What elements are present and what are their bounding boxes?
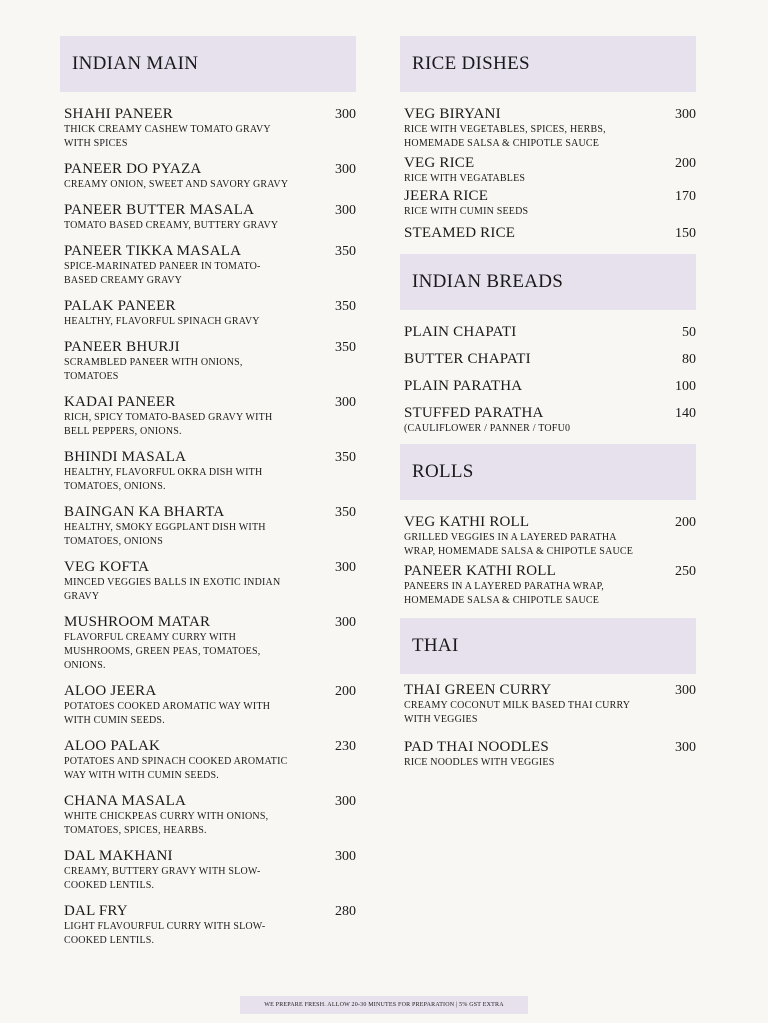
menu-item <box>60 161 356 192</box>
menu-item-name: BHINDI MASALA <box>64 449 187 465</box>
rice-dishes-list <box>400 106 696 242</box>
menu-item-price: 300 <box>335 794 356 809</box>
rolls-list <box>400 514 696 608</box>
menu-item-name: PANEER TIKKA MASALA <box>64 243 242 259</box>
menu-item <box>60 202 356 233</box>
menu-item-description: HEALTHY, FLAVORFUL OKRA DISH WITH TOMATOES, ONIONS. <box>64 467 263 492</box>
section-header-rice-dishes: RICE DISHES <box>400 36 696 92</box>
menu-item-name: JEERA RICE <box>404 188 489 204</box>
menu-item-description: CREAMY, BUTTERY GRAVY WITH SLOW-COOKED LENTILS. <box>64 866 261 891</box>
menu-item-price: 140 <box>675 406 696 421</box>
menu-item-description: WHITE CHICKPEAS CURRY WITH ONIONS, TOMATOES, SPICES, HEARBS. <box>64 811 269 836</box>
menu-item-price: 300 <box>335 395 356 410</box>
menu-item <box>400 106 696 151</box>
menu-item-price: 300 <box>335 615 356 630</box>
menu-item <box>400 739 696 770</box>
menu-item <box>400 514 696 559</box>
menu-item-price: 250 <box>675 564 696 579</box>
menu-item <box>60 449 356 494</box>
menu-item <box>400 155 696 186</box>
menu-item-name: VEG BIRYANI <box>404 106 501 122</box>
menu-item-price: 300 <box>335 107 356 122</box>
menu-item-price: 200 <box>335 684 356 699</box>
menu-item <box>400 324 696 341</box>
column-left <box>60 36 356 958</box>
footer-note: WE PREPARE FRESH. ALLOW 20-30 MINUTES FOR PREPARATION | 5% GST EXTRA <box>240 996 528 1014</box>
menu-item-price: 100 <box>675 379 696 394</box>
menu-item-price: 300 <box>335 849 356 864</box>
menu-item-name: STEAMED RICE <box>404 225 516 241</box>
menu-item-price: 300 <box>675 683 696 698</box>
menu-item-price: 300 <box>675 740 696 755</box>
menu-item-price: 300 <box>335 162 356 177</box>
menu-item-name: ALOO PALAK <box>64 738 161 754</box>
menu-item <box>400 188 696 219</box>
menu-item-name: CHANA MASALA <box>64 793 186 809</box>
menu-item-description: GRILLED VEGGIES IN A LAYERED PARATHA WRAP, HOMEMADE SALSA & CHIPOTLE SAUCE <box>404 532 634 557</box>
menu-item-price: 350 <box>335 505 356 520</box>
menu-item-name: VEG RICE <box>404 155 475 171</box>
menu-item-name: DAL MAKHANI <box>64 848 173 864</box>
menu-item-price: 300 <box>335 560 356 575</box>
indian-main-list <box>60 106 356 948</box>
menu-item-name: PANEER DO PYAZA <box>64 161 202 177</box>
menu-item <box>60 903 356 948</box>
menu-item-name: VEG KATHI ROLL <box>404 514 530 530</box>
menu-item-name: MUSHROOM MATAR <box>64 614 211 630</box>
menu-item-description: POTATOES AND SPINACH COOKED AROMATIC WAY WITH WITH CUMIN SEEDS. <box>64 756 288 781</box>
menu-item <box>60 106 356 151</box>
menu-item-description: RICE NOODLES WITH VEGGIES <box>404 757 555 768</box>
menu-item <box>60 339 356 384</box>
menu-item-price: 350 <box>335 340 356 355</box>
menu-item-name: THAI GREEN CURRY <box>404 682 552 698</box>
menu-item <box>400 351 696 368</box>
section-header-indian-main: INDIAN MAIN <box>60 36 356 92</box>
menu-item-name: ALOO JEERA <box>64 683 157 699</box>
menu-item-description: POTATOES COOKED AROMATIC WAY WITH WITH CUMIN SEEDS. <box>64 701 271 726</box>
column-right <box>400 36 696 770</box>
menu-item-price: 200 <box>675 156 696 171</box>
menu-item-price: 280 <box>335 904 356 919</box>
menu-item-description: PANEERS IN A LAYERED PARATHA WRAP, HOMEMADE SALSA & CHIPOTLE SAUCE <box>404 581 604 606</box>
menu-item <box>60 793 356 838</box>
menu-item-price: 350 <box>335 244 356 259</box>
menu-item-description: CREAMY ONION, SWEET AND SAVORY GRAVY <box>64 179 289 190</box>
menu-item-price: 50 <box>682 325 696 340</box>
menu-item-description: HEALTHY, SMOKY EGGPLANT DISH WITH TOMATOES, ONIONS <box>64 522 266 547</box>
menu-item-description: THICK CREAMY CASHEW TOMATO GRAVY WITH SPICES <box>64 124 271 149</box>
menu-item-description: (CAULIFLOWER / PANNER / TOFU0 <box>404 423 571 434</box>
menu-item-name: PALAK PANEER <box>64 298 176 314</box>
section-header-thai: THAI <box>400 618 696 674</box>
menu-item <box>400 563 696 608</box>
menu-item-description: RICE WITH VEGETABLES, SPICES, HERBS, HOMEMADE SALSA & CHIPOTLE SAUCE <box>404 124 606 149</box>
menu-item-name: SHAHI PANEER <box>64 106 173 122</box>
menu-item <box>60 738 356 783</box>
menu-item-description: HEALTHY, FLAVORFUL SPINACH GRAVY <box>64 316 260 327</box>
menu-item-name: PAD THAI NOODLES <box>404 739 549 755</box>
menu-item-description: SCRAMBLED PANEER WITH ONIONS, TOMATOES <box>64 357 243 382</box>
menu-item-price: 350 <box>335 299 356 314</box>
menu-item-name: DAL FRY <box>64 903 128 919</box>
menu-item-price: 80 <box>682 352 696 367</box>
menu-item <box>60 394 356 439</box>
menu-item-name: VEG KOFTA <box>64 559 150 575</box>
menu-item-name: PANEER BHURJI <box>64 339 180 355</box>
menu-item-description: FLAVORFUL CREAMY CURRY WITH MUSHROOMS, GREEN PEAS, TOMATOES, ONIONS. <box>64 632 261 671</box>
menu-item-name: PANEER KATHI ROLL <box>404 563 557 579</box>
menu-item-price: 300 <box>335 203 356 218</box>
menu-item-name: KADAI PANEER <box>64 394 176 410</box>
menu-item-description: CREAMY COCONUT MILK BASED THAI CURRY WITH VEGGIES <box>404 700 630 725</box>
menu-item-description: LIGHT FLAVOURFUL CURRY WITH SLOW-COOKED LENTILS. <box>64 921 266 946</box>
menu-item-description: MINCED VEGGIES BALLS IN EXOTIC INDIAN GRAVY <box>64 577 281 602</box>
menu-item-price: 150 <box>675 226 696 241</box>
menu-item <box>60 559 356 604</box>
menu-item <box>60 243 356 288</box>
menu-item <box>400 682 696 727</box>
menu-item <box>60 614 356 673</box>
menu-item <box>60 683 356 728</box>
menu-item-description: RICH, SPICY TOMATO-BASED GRAVY WITH BELL PEPPERS, ONIONS. <box>64 412 273 437</box>
menu-item <box>60 298 356 329</box>
section-header-rolls: ROLLS <box>400 444 696 500</box>
menu-item-name: STUFFED PARATHA <box>404 405 544 421</box>
menu-item <box>60 848 356 893</box>
menu-item-price: 170 <box>675 189 696 204</box>
menu-item-name: BAINGAN KA BHARTA <box>64 504 225 520</box>
menu-item-name: PLAIN CHAPATI <box>404 324 517 340</box>
menu-item <box>400 225 696 242</box>
menu-item <box>400 405 696 436</box>
thai-list <box>400 682 696 770</box>
indian-breads-list <box>400 324 696 436</box>
menu-item-description: TOMATO BASED CREAMY, BUTTERY GRAVY <box>64 220 279 231</box>
menu-item-price: 300 <box>675 107 696 122</box>
menu-item-description: RICE WITH CUMIN SEEDS <box>404 206 529 217</box>
section-header-indian-breads: INDIAN BREADS <box>400 254 696 310</box>
menu-item-price: 350 <box>335 450 356 465</box>
menu-item-description: RICE WITH VEGATABLES <box>404 173 526 184</box>
menu-item-price: 200 <box>675 515 696 530</box>
menu-item <box>400 378 696 395</box>
menu-item-name: PANEER BUTTER MASALA <box>64 202 255 218</box>
menu-item-name: BUTTER CHAPATI <box>404 351 531 367</box>
menu-item <box>60 504 356 549</box>
menu-item-name: PLAIN PARATHA <box>404 378 523 394</box>
menu-item-price: 230 <box>335 739 356 754</box>
menu-item-description: SPICE-MARINATED PANEER IN TOMATO-BASED CREAMY GRAVY <box>64 261 261 286</box>
